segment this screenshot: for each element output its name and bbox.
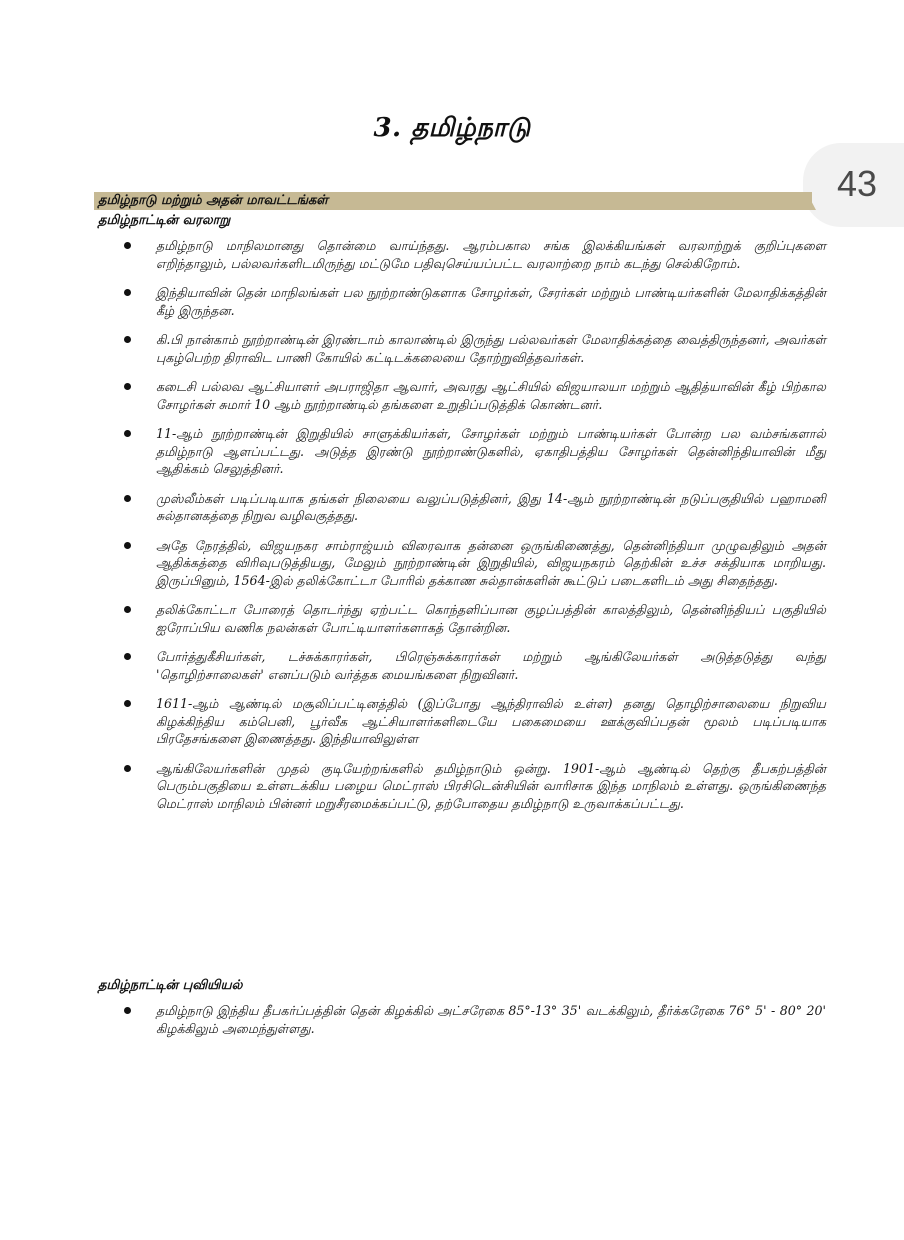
bullet-text: இந்தியாவின் தென் மாநிலங்கள் பல நூற்றாண்டுகளாக சோழர்கள், சேரர்கள் மற்றும் பாண்டியர்களின் மேலாதிக்கத்தின் கீழ் இருந்தன. — [156, 285, 826, 318]
history-heading: தமிழ்நாட்டின் வரலாறு — [98, 213, 231, 228]
bullet-text: போர்த்துகீசியர்கள், டச்சுக்காரர்கள், பிரெஞ்சுக்காரர்கள் மற்றும் ஆங்கிலேயர்கள் அடுத்தடுத்து வந்து 'தொழிற்சாலைகள்' எனப்படும் வர்த்தக மையங்களை நிறுவினர். — [156, 649, 826, 682]
bullet-text: கி.பி நான்காம் நூற்றாண்டின் இரண்டாம் காலாண்டில் இருந்து பல்லவர்கள் மேலாதிக்கத்தை வைத்திருந்தனர், அவர்கள் புகழ்பெற்ற திராவிட பாணி கோயில் கட்டிடக்கலையை தோற்றுவித்தவர்கள். — [156, 332, 826, 365]
list-item — [120, 284, 826, 319]
history-bullet-list — [120, 237, 826, 824]
bullet-icon — [124, 242, 131, 249]
bullet-text: 11-ஆம் நூற்றாண்டின் இறுதியில் சாளுக்கியர்கள், சோழர்கள் மற்றும் பாண்டியர்கள் போன்ற பல வம்சங்களால் தமிழ்நாடு ஆளப்பட்டது. அடுத்த இரண்டு நூற்றாண்டுகளில், ஏகாதிபத்திய சோழர்கள் தென்னிந்தியாவின் மீது ஆதிக்கம் செலுத்தினர். — [156, 426, 826, 476]
list-item — [120, 1002, 826, 1037]
list-item — [120, 601, 826, 636]
list-item — [120, 695, 826, 748]
list-item — [120, 237, 826, 272]
list-item — [120, 648, 826, 683]
bullet-icon — [124, 606, 131, 613]
bullet-icon — [124, 383, 131, 390]
bullet-icon — [124, 1007, 131, 1014]
list-item — [120, 537, 826, 590]
bullet-text: தலிக்கோட்டா போரைத் தொடர்ந்து ஏற்பட்ட கொந்தளிப்பான குழப்பத்தின் காலத்திலும், தென்னிந்தியப் பகுதியில் ஐரோப்பிய வணிக நலன்கள் போட்டியாளர்களாகத் தோன்றின. — [156, 602, 826, 635]
bullet-icon — [124, 653, 131, 660]
list-item — [120, 331, 826, 366]
bullet-text: அதே நேரத்தில், விஜயநகர சாம்ராஜ்யம் விரைவாக தன்னை ஒருங்கிணைத்து, தென்னிந்தியா முழுவதிலும் அதன் ஆதிக்கத்தை விரிவுபடுத்தியது, மேலும் நூற்றாண்டின் இறுதியில், விஜயநகரம் தெற்கின் உச்ச சக்தியாக மாறியது. இருப்பினும், 1564-இல் தலிக்கோட்டா போரில் தக்காண சுல்தான்களின் கூட்டுப் படைகளிடம் அது சிதைந்தது. — [156, 537, 826, 588]
geography-bullet-list — [120, 1002, 826, 1049]
bullet-text: ஆங்கிலேயர்களின் முதல் குடியேற்றங்களில் தமிழ்நாடும் ஒன்று. 1901-ஆம் ஆண்டில் தெற்கு தீபகற்பத்தின் பெரும்பகுதியை உள்ளடக்கிய பழைய மெட்ராஸ் பிரசிடென்சியின் வாரிசாக இந்த மாநிலம் உள்ளது. ஒருங்கிணைந்த மெட்ராஸ் மாநிலம் பின்னர் மறுசீரமைக்கப்பட்டு, தற்போதைய தமிழ்நாடு உருவாக்கப்பட்டது. — [156, 760, 826, 811]
bullet-text: முஸ்லீம்கள் படிப்படியாக தங்கள் நிலையை வலுப்படுத்தினர், இது 14-ஆம் நூற்றாண்டின் நடுப்பகுதியில் பஹாமனி சுல்தானகத்தை நிறுவ வழிவகுத்தது. — [156, 490, 826, 523]
chapter-title: 3. தமிழ்நாடு — [373, 113, 531, 144]
bullet-icon — [124, 542, 131, 549]
list-item — [120, 490, 826, 525]
bullet-text: தமிழ்நாடு இந்திய தீபகர்ப்பத்தின் தென் கிழக்கில் அட்சரேகை 85°-13° 35' வடக்கிலும், தீர்க்கரேகை 76° 5' - 80° 20' கிழக்கிலும் அமைந்துள்ளது. — [156, 1003, 826, 1036]
bullet-icon — [124, 765, 131, 772]
list-item — [120, 378, 826, 413]
bullet-icon — [124, 336, 131, 343]
section-title: தமிழ்நாடு மற்றும் அதன் மாவட்டங்கள் — [98, 193, 329, 208]
bullet-text: தமிழ்நாடு மாநிலமானது தொன்மை வாய்ந்தது. ஆரம்பகால சங்க இலக்கியங்கள் வரலாற்றுக் குறிப்புகளை எறிந்தாலும், பல்லவர்களிடமிருந்து மட்டுமே பதிவுசெய்யப்பட்ட வரலாற்றை நாம் கடந்து செல்கிறோம். — [156, 238, 826, 271]
page-number: 43 — [836, 163, 878, 204]
list-item — [120, 425, 826, 478]
bullet-icon — [124, 495, 131, 502]
list-item — [120, 760, 826, 813]
bullet-icon — [124, 700, 131, 707]
bullet-text: 1611-ஆம் ஆண்டில் மசூலிப்பட்டினத்தில் (இப்போது ஆந்திராவில் உள்ள) தனது தொழிற்சாலையை நிறுவிய கிழக்கிந்திய கம்பெனி, பூர்வீக ஆட்சியாளர்களிடையே பகைமையை ஊக்குவிப்பதன் மூலம் படிப்படியாக பிரதேசங்களை இணைத்தது. இந்தியாவிலுள்ள — [156, 696, 826, 746]
bullet-icon — [124, 289, 131, 296]
bullet-icon — [124, 430, 131, 437]
bullet-text: கடைசி பல்லவ ஆட்சியாளர் அபராஜிதா ஆவார், அவரது ஆட்சியில் விஜயாலயா மற்றும் ஆதித்யாவின் கீழ் பிற்கால சோழர்கள் சுமார் 10 ஆம் நூற்றாண்டில் தங்களை உறுதிப்படுத்திக் கொண்டனர். — [156, 379, 826, 412]
geography-heading: தமிழ்நாட்டின் புவியியல் — [98, 978, 243, 993]
